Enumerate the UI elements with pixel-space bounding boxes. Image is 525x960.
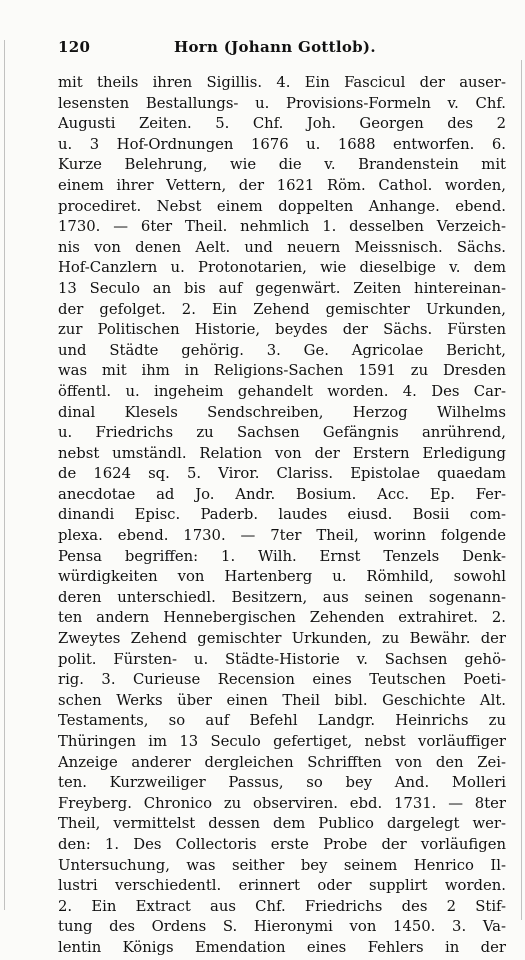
running-title: Horn (Johann Gottlob). — [174, 38, 376, 56]
text-line: ten. Kurzweiliger Passus, so bey And. Molleri — [58, 774, 506, 792]
text-line: tung des Ordens S. Hieronymi von 1450. 3. Va- — [58, 918, 506, 936]
page-number: 120 — [58, 38, 91, 56]
text-line: einem ihrer Vettern, der 1621 Röm. Cathol. worden, — [58, 176, 506, 194]
text-line: rig. 3. Curieuse Recension eines Teutschen Poeti- — [58, 671, 506, 689]
text-line: Testaments, so auf Befehl Landgr. Heinrichs zu — [58, 712, 506, 730]
text-line: der gefolget. 2. Ein Zehend gemischter Urkunden, — [58, 300, 506, 318]
text-line: Augusti Zeiten. 5. Chf. Joh. Georgen des 2 — [58, 115, 506, 133]
text-line: dinal Klesels Sendschreiben, Herzog Wilhelms — [58, 403, 506, 421]
text-line: nis von denen Aelt. und neuern Meissnisch. Sächs. — [58, 238, 506, 256]
text-line: 2. Ein Extract aus Chf. Friedrichs des 2 Stif- — [58, 897, 506, 915]
text-line: mit theils ihren Sigillis. 4. Ein Fascicul der auser- — [58, 74, 506, 91]
text-line: de 1624 sq. 5. Viror. Clariss. Epistolae quaedam — [58, 465, 506, 483]
text-line: u. 3 Hof-Ordnungen 1676 u. 1688 entworfen. 6. — [58, 135, 506, 153]
text-line: dinandi Episc. Paderb. laudes eiusd. Bosii com- — [58, 506, 506, 524]
text-line: zur Politischen Historie, beydes der Sächs. Fürsten — [58, 321, 506, 339]
text-line: lesensten Bestallungs- u. Provisions-Formeln v. Chf. — [58, 94, 506, 112]
text-line: u. Friedrichs zu Sachsen Gefängnis anrührend, — [58, 424, 506, 442]
text-line: plexa. ebend. 1730. — 7ter Theil, worinn folgende — [58, 527, 506, 545]
right-page-edge — [521, 60, 522, 920]
text-line: Untersuchung, was seither bey seinem Henrico Il- — [58, 856, 506, 874]
left-page-edge — [4, 40, 5, 910]
text-line: lentin Königs Emendation eines Fehlers in der — [58, 938, 506, 956]
text-line: den: 1. Des Collectoris erste Probe der vorläufigen — [58, 835, 506, 853]
text-line: was mit ihm in Religions-Sachen 1591 zu Dresden — [58, 362, 506, 380]
text-line: 13 Seculo an bis auf gegenwärt. Zeiten hintereinan- — [58, 279, 506, 297]
text-line: Kurze Belehrung, wie die v. Brandenstein mit — [58, 156, 506, 174]
text-line: polit. Fürsten- u. Städte-Historie v. Sachsen gehö- — [58, 650, 506, 668]
text-line: schen Werks über einen Theil bibl. Geschichte Alt. — [58, 691, 506, 709]
text-line: und Städte gehörig. 3. Ge. Agricolae Bericht, — [58, 341, 506, 359]
text-line: Thüringen im 13 Seculo gefertiget, nebst vorläuffiger — [58, 733, 506, 750]
text-line: Freyberg. Chronico zu observiren. ebd. 1731. — 8ter — [58, 794, 506, 812]
text-line: Pensa begriffen: 1. Wilh. Ernst Tenzels Denk- — [58, 547, 506, 565]
text-line: 1730. — 6ter Theil. nehmlich 1. desselben Verzeich- — [58, 218, 506, 236]
text-line: procediret. Nebst einem doppelten Anhange. ebend. — [58, 197, 506, 215]
text-line: Anzeige anderer dergleichen Schrifften von den Zei- — [58, 753, 506, 771]
text-line: ten andern Hennebergischen Zehenden extrahiret. 2. — [58, 609, 506, 627]
text-line: anecdotae ad Jo. Andr. Bosium. Acc. Ep. Fer- — [58, 485, 506, 503]
text-line: deren unterschiedl. Besitzern, aus seinen sogenann- — [58, 588, 506, 606]
body-text — [58, 73, 506, 959]
text-line: Zweytes Zehend gemischter Urkunden, zu Bewähr. der — [58, 630, 506, 648]
text-line: lustri verschiedentl. erinnert oder supplirt worden. — [58, 877, 506, 895]
running-head — [58, 38, 498, 62]
text-line: nebst umständl. Relation von der Erstern Erledigung — [58, 444, 506, 462]
text-line: öffentl. u. ingeheim gehandelt worden. 4. Des Car- — [58, 382, 506, 400]
text-line: Theil, vermittelst dessen dem Publico dargelegt wer- — [58, 815, 506, 833]
text-line: würdigkeiten von Hartenberg u. Römhild, sowohl — [58, 568, 506, 586]
text-line: Hof-Canzlern u. Protonotarien, wie dieselbige v. dem — [58, 259, 506, 277]
